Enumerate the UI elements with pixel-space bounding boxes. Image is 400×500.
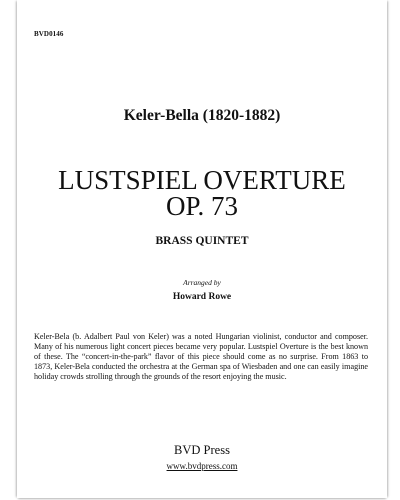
work-title-line-2: OP. 73	[165, 191, 239, 221]
work-title-line-1: LUSTSPIEL OVERTURE	[58, 165, 346, 195]
instrumentation: BRASS QUINTET	[155, 235, 249, 247]
arranged-by-label: Arranged by	[183, 278, 221, 287]
publisher-website-link[interactable]: www.bvdpress.com	[166, 461, 238, 471]
work-title	[17, 167, 387, 219]
catalog-number: BVD0146	[34, 30, 64, 38]
composer-name: Keler-Bella (1820-1882)	[123, 107, 281, 124]
publisher-name: BVD Press	[174, 443, 230, 457]
work-description: Keler-Bela (b. Adalbert Paul von Keler) was a noted Hungarian violinist, conductor and composer. Many of his numerous light concert pieces became very popular. Lustspiel Overture is the best known of these. The “concert-in-the-park” flavor of this piece should come as no surprise. From 1863 to 1873, Keler-Bela conducted the orchestra at the German spa of Wiesbaden and one can easily imagine holiday crowds strolling through the grounds of the resort enjoying the music.	[34, 332, 368, 381]
score-cover-page	[17, 0, 387, 498]
arranger-name: Howard Rowe	[172, 292, 232, 302]
